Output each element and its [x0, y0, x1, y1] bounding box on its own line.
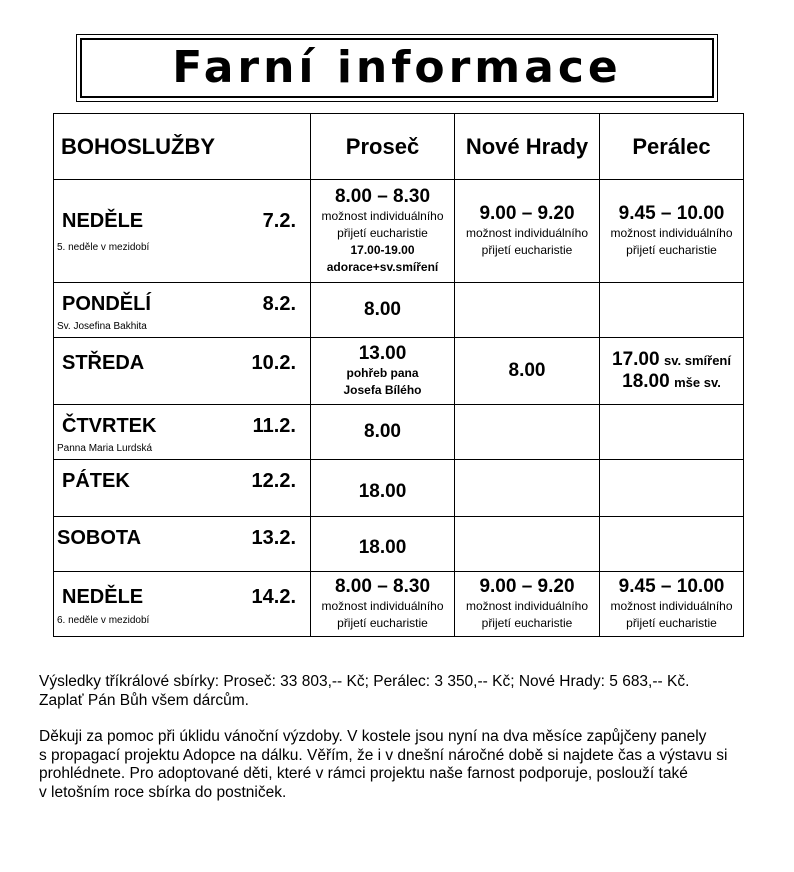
header-prosec: Proseč	[311, 114, 455, 180]
notes-line: v letošním roce sbírka do postniček.	[39, 783, 287, 801]
service-time: 17.00	[612, 349, 660, 370]
service-time: 18.00	[358, 537, 407, 558]
service-time: 8.00 – 8.30	[334, 576, 431, 597]
table-row	[54, 338, 744, 405]
table-header-row	[54, 114, 744, 180]
nove-hrady-cell	[455, 405, 600, 460]
service-note: možnost individuálního	[465, 599, 589, 613]
service-note: možnost individuálního	[321, 599, 444, 613]
prosec-cell	[311, 180, 455, 283]
day-name: NEDĚLE	[62, 586, 144, 608]
service-note: sv. smíření	[664, 353, 731, 368]
day-date: 8.2.	[262, 293, 296, 315]
service-note: pohřeb pana	[346, 366, 419, 380]
day-cell	[54, 405, 311, 460]
day-date: 14.2.	[251, 586, 296, 608]
service-note: přijetí eucharistie	[337, 616, 428, 630]
day-name: PÁTEK	[62, 470, 130, 492]
service-note: přijetí eucharistie	[481, 616, 573, 630]
service-time: 9.00 – 9.20	[479, 576, 575, 597]
title-box	[76, 34, 718, 102]
day-date: 7.2.	[262, 210, 296, 232]
header-nove-hrady: Nové Hrady	[455, 114, 600, 180]
nove-hrady-cell	[455, 180, 600, 283]
service-note: možnost individuálního	[321, 209, 444, 223]
service-time: 8.00	[508, 360, 546, 381]
day-cell	[54, 460, 311, 517]
notes-line: Zaplať Pán Bůh všem dárcům.	[39, 691, 249, 709]
service-note: přijetí eucharistie	[481, 243, 573, 257]
service-time: 13.00	[358, 343, 407, 364]
day-note: 5. neděle v mezidobí	[57, 242, 150, 253]
service-note: Josefa Bílého	[343, 383, 422, 397]
day-cell	[54, 283, 311, 338]
service-time: 18.00	[622, 371, 670, 392]
day-date: 10.2.	[251, 352, 296, 374]
service-note: možnost individuálního	[610, 226, 733, 240]
day-name: ČTVRTEK	[62, 415, 157, 437]
peralec-cell	[600, 338, 744, 405]
service-note: adorace+sv.smíření	[326, 260, 439, 274]
nove-hrady-cell	[455, 517, 600, 572]
day-cell	[54, 572, 311, 637]
nove-hrady-cell	[455, 283, 600, 338]
header-bohosluzby: BOHOSLUŽBY	[54, 114, 311, 180]
service-time: 8.00 – 8.30	[334, 186, 431, 207]
prosec-cell	[311, 405, 455, 460]
prosec-cell	[311, 283, 455, 338]
table-row	[54, 405, 744, 460]
title-inner-frame	[80, 38, 714, 98]
day-name: STŘEDA	[62, 352, 145, 374]
service-time: 18.00	[358, 481, 407, 502]
service-time: 9.45 – 10.00	[618, 203, 725, 224]
notes-line: s propagací projektu Adopce na dálku. Věřím, že i v dnešní náročné době si najdete čas a výstavu si	[39, 746, 728, 764]
nove-hrady-cell	[455, 460, 600, 517]
prosec-cell	[311, 460, 455, 517]
prosec-cell	[311, 517, 455, 572]
notes-line: prohlédnete. Pro adoptované děti, které v rámci projektu naše farnost podporuje, poslouží také	[39, 765, 688, 782]
day-date: 12.2.	[251, 470, 296, 492]
peralec-cell	[600, 180, 744, 283]
day-note: Sv. Josefina Bakhita	[57, 321, 147, 332]
table-row	[54, 572, 744, 637]
day-note: 6. neděle v mezidobí	[57, 615, 150, 626]
day-cell	[54, 517, 311, 572]
day-cell	[54, 180, 311, 283]
peralec-cell	[600, 517, 744, 572]
notes-section	[39, 673, 759, 820]
service-time: 9.00 – 9.20	[479, 203, 575, 224]
thanks-paragraph	[39, 728, 759, 802]
table-row	[54, 180, 744, 283]
prosec-cell	[311, 572, 455, 637]
nove-hrady-cell	[455, 572, 600, 637]
day-name: NEDĚLE	[62, 210, 144, 232]
table-row	[54, 460, 744, 517]
service-note: možnost individuálního	[465, 226, 589, 240]
service-note: možnost individuálního	[610, 599, 733, 613]
header-peralec: Perálec	[600, 114, 744, 180]
day-date: 11.2.	[252, 415, 296, 437]
service-time: 8.00	[364, 299, 401, 320]
service-time: 9.45 – 10.00	[618, 576, 725, 597]
page-title: Farní informace	[172, 42, 622, 93]
peralec-cell	[600, 572, 744, 637]
peralec-cell	[600, 283, 744, 338]
nove-hrady-cell	[455, 338, 600, 405]
service-note: přijetí eucharistie	[626, 616, 717, 630]
schedule-table	[53, 113, 744, 637]
table-row	[54, 283, 744, 338]
table-row	[54, 517, 744, 572]
day-cell	[54, 338, 311, 405]
service-note: přijetí eucharistie	[626, 243, 717, 257]
day-note: Panna Maria Lurdská	[57, 443, 153, 454]
day-name: SOBOTA	[57, 527, 142, 549]
peralec-cell	[600, 460, 744, 517]
collection-results-paragraph	[39, 673, 759, 710]
service-note: přijetí eucharistie	[337, 226, 428, 240]
prosec-cell	[311, 338, 455, 405]
day-date: 13.2.	[251, 527, 296, 549]
notes-line: Děkuji za pomoc při úklidu vánoční výzdoby. V kostele jsou nyní na dva měsíce zapůjčeny panely	[39, 728, 707, 745]
service-note: mše sv.	[674, 375, 721, 390]
service-time: 17.00-19.00	[350, 243, 415, 257]
peralec-cell	[600, 405, 744, 460]
notes-line: Výsledky tříkrálové sbírky: Proseč: 33 803,-- Kč; Perálec: 3 350,-- Kč; Nové Hrady: 5 683,-- Kč.	[39, 673, 690, 690]
day-name: PONDĚLÍ	[62, 293, 151, 315]
service-time: 8.00	[364, 421, 401, 442]
